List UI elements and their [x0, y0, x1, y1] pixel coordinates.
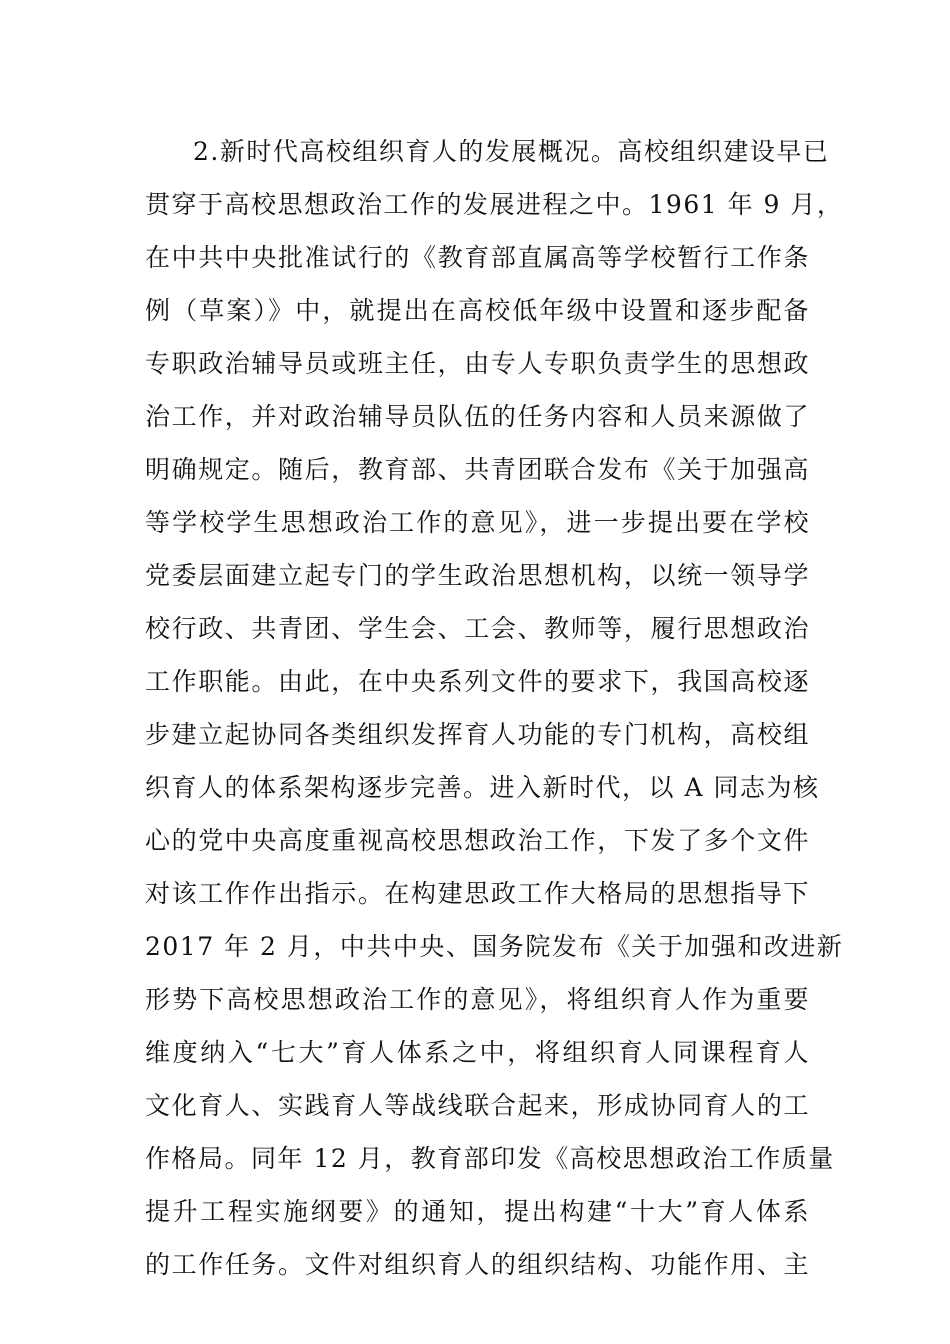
text-line: 2017 年 2 月，中共中央、国务院发布《关于加强和改进新	[145, 932, 844, 961]
text-line: 明确规定。随后，教育部、共青团联合发布《关于加强高	[145, 455, 810, 484]
text-line: 维度纳入“七大”育人体系之中，将组织育人同课程育人	[145, 1038, 810, 1067]
text-line: 步建立起协同各类组织发挥育人功能的专门机构，高校组	[145, 720, 810, 749]
text-line: 的工作任务。文件对组织育人的组织结构、功能作用、主	[145, 1250, 810, 1279]
text-line: 文化育人、实践育人等战线联合起来，形成协同育人的工	[145, 1091, 810, 1120]
text-line: 例（草案）》中，就提出在高校低年级中设置和逐步配备	[145, 296, 810, 325]
text-line: 校行政、共青团、学生会、工会、教师等，履行思想政治	[145, 614, 810, 643]
text-line: 贯穿于高校思想政治工作的发展进程之中。1961 年 9 月，	[145, 190, 844, 219]
text-line: 等学校学生思想政治工作的意见》，进一步提出要在学校	[145, 508, 810, 537]
text-line: 党委层面建立起专门的学生政治思想机构，以统一领导学	[145, 561, 810, 590]
text-line: 工作职能。由此，在中央系列文件的要求下，我国高校逐	[145, 667, 810, 696]
text-line: 专职政治辅导员或班主任，由专人专职负责学生的思想政	[145, 349, 810, 378]
text-line: 形势下高校思想政治工作的意见》，将组织育人作为重要	[145, 985, 810, 1014]
text-line: 对该工作作出指示。在构建思政工作大格局的思想指导下	[145, 879, 810, 908]
body-paragraph	[145, 125, 844, 1291]
text-line: 作格局。同年 12 月，教育部印发《高校思想政治工作质量	[145, 1144, 835, 1173]
text-line: 2.新时代高校组织育人的发展概况。高校组织建设早已	[193, 137, 830, 166]
text-line: 在中共中央批准试行的《教育部直属高等学校暂行工作条	[145, 243, 810, 272]
text-line: 心的党中央高度重视高校思想政治工作，下发了多个文件	[145, 826, 810, 855]
text-line: 治工作，并对政治辅导员队伍的任务内容和人员来源做了	[145, 402, 810, 431]
text-line: 提升工程实施纲要》的通知，提出构建“十大”育人体系	[145, 1197, 810, 1226]
text-line: 织育人的体系架构逐步完善。进入新时代，以 A 同志为核	[145, 773, 820, 802]
